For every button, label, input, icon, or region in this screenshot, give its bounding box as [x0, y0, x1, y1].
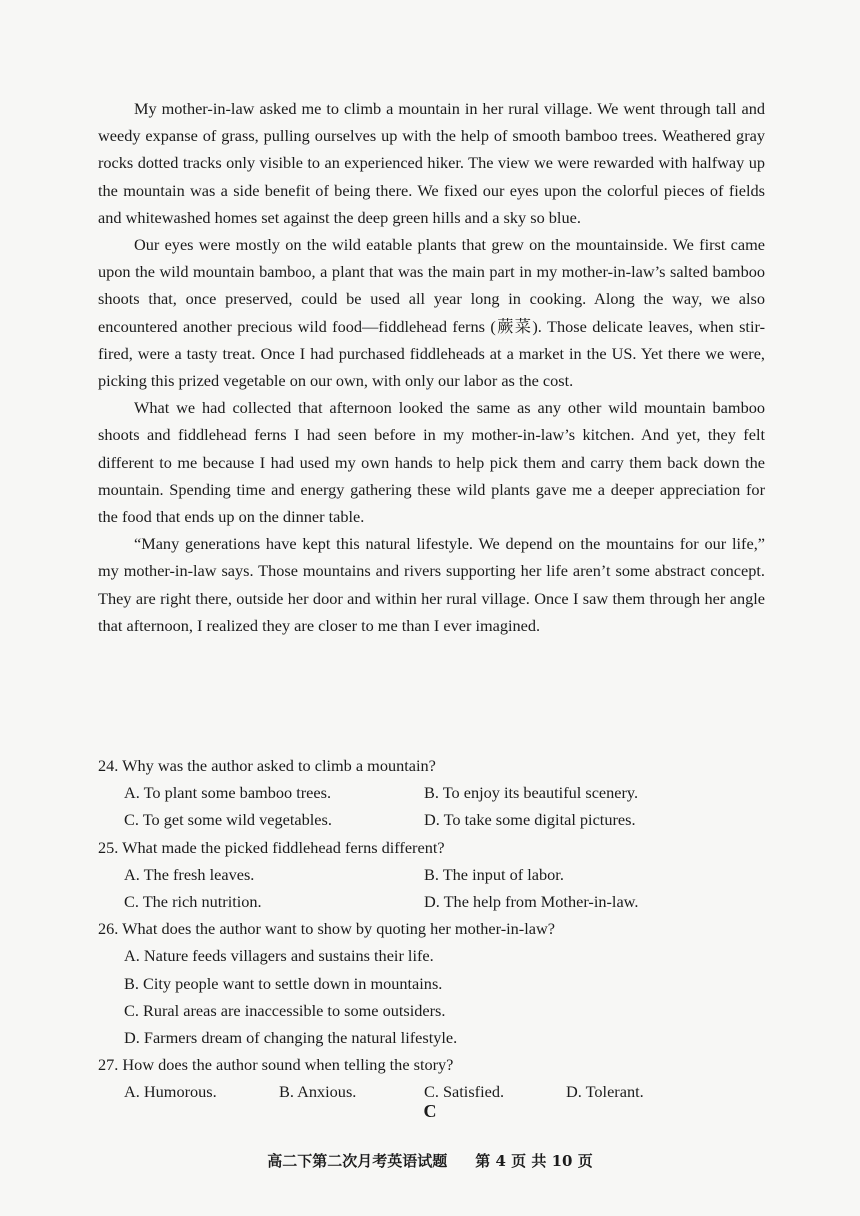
option-a: A. To plant some bamboo trees.: [124, 783, 332, 803]
option-b: B. City people want to settle down in mountains.: [124, 973, 443, 993]
question-stem: 25. What made the picked fiddlehead ferns different?: [98, 837, 445, 857]
question-25: [98, 834, 765, 916]
option-d: D. Farmers dream of changing the natural lifestyle.: [124, 1028, 458, 1048]
option-b: B. Anxious.: [279, 1082, 357, 1102]
question-options: [98, 779, 765, 833]
page-footer: [0, 1150, 860, 1171]
passage-paragraph-1: My mother-in-law asked me to climb a mountain in her rural village. We went through tall and weedy expanse of grass, pulling ourselves up with the help of smooth bamboo trees. Weathered gray rocks dotted tracks only visible to an experienced hiker. The view we were rewarded with halfway up the mountain was a side benefit of being there. We fixed our eyes upon the colorful pieces of fields and whitewashed homes set against the deep green hills and a sky so blue.: [98, 99, 765, 227]
section-letter: C: [423, 1101, 437, 1121]
option-a: A. Nature feeds villagers and sustains their life.: [124, 946, 434, 966]
question-26: [98, 915, 765, 1051]
question-options: [98, 861, 765, 915]
option-a: A. The fresh leaves.: [124, 864, 255, 884]
option-a: A. Humorous.: [124, 1082, 217, 1102]
question-options: [98, 942, 765, 1051]
option-d: D. The help from Mother-in-law.: [424, 892, 639, 912]
passage-paragraph-4: “Many generations have kept this natural lifestyle. We depend on the mountains for our life,” my mother-in-law says. Those mountains and rivers supporting her life aren’t some abstract concept. They are right there, outside her door and within her rural village. Once I saw them through her angle that afternoon, I realized they are closer to me than I ever imagined.: [98, 534, 765, 635]
question-stem: 26. What does the author want to show by quoting her mother-in-law?: [98, 919, 555, 939]
question-stem: 27. How does the author sound when telling the story?: [98, 1055, 454, 1075]
option-c: C. Rural areas are inaccessible to some outsiders.: [124, 1000, 446, 1020]
option-c: C. The rich nutrition.: [124, 892, 262, 912]
option-c: C. Satisfied.: [424, 1082, 505, 1102]
question-list: [98, 752, 765, 1106]
option-c: C. To get some wild vegetables.: [124, 810, 332, 830]
question-24: [98, 752, 765, 834]
option-b: B. The input of labor.: [424, 864, 564, 884]
option-d: D. To take some digital pictures.: [424, 810, 636, 830]
exam-title: 高二下第二次月考英语试题: [267, 1152, 448, 1170]
question-27: [98, 1051, 765, 1105]
option-d: D. Tolerant.: [566, 1082, 644, 1102]
option-b: B. To enjoy its beautiful scenery.: [424, 783, 639, 803]
page-number: 第 4 页 共 10 页: [475, 1152, 593, 1170]
passage-paragraph-3: What we had collected that afternoon looked the same as any other wild mountain bamboo shoots and fiddlehead ferns I had seen before in my mother-in-law’s kitchen. And yet, they felt different to me because I had used my own hands to help pick them and carry them back down the mountain. Spending time and energy gathering these wild plants gave me a deeper appreciation for the food that ends up on the dinner table.: [98, 398, 765, 527]
question-stem: 24. Why was the author asked to climb a mountain?: [98, 756, 436, 775]
passage-paragraph-2: Our eyes were mostly on the wild eatable plants that grew on the mountainside. We first came upon the wild mountain bamboo, a plant that was the main part in my mother-in-law’s salted bamboo shoots that, once preserved, could be used all year long in cooking. Along the way, we also encountered another precious wild food—fiddlehead ferns (蕨菜). Those delicate leaves, when stir-fired, were a tasty treat. Once I had purchased fiddleheads at a market in the US. Yet there we were, picking this prized vegetable on our own, with only our labor as the cost.: [98, 235, 765, 391]
reading-passage: [98, 95, 765, 639]
